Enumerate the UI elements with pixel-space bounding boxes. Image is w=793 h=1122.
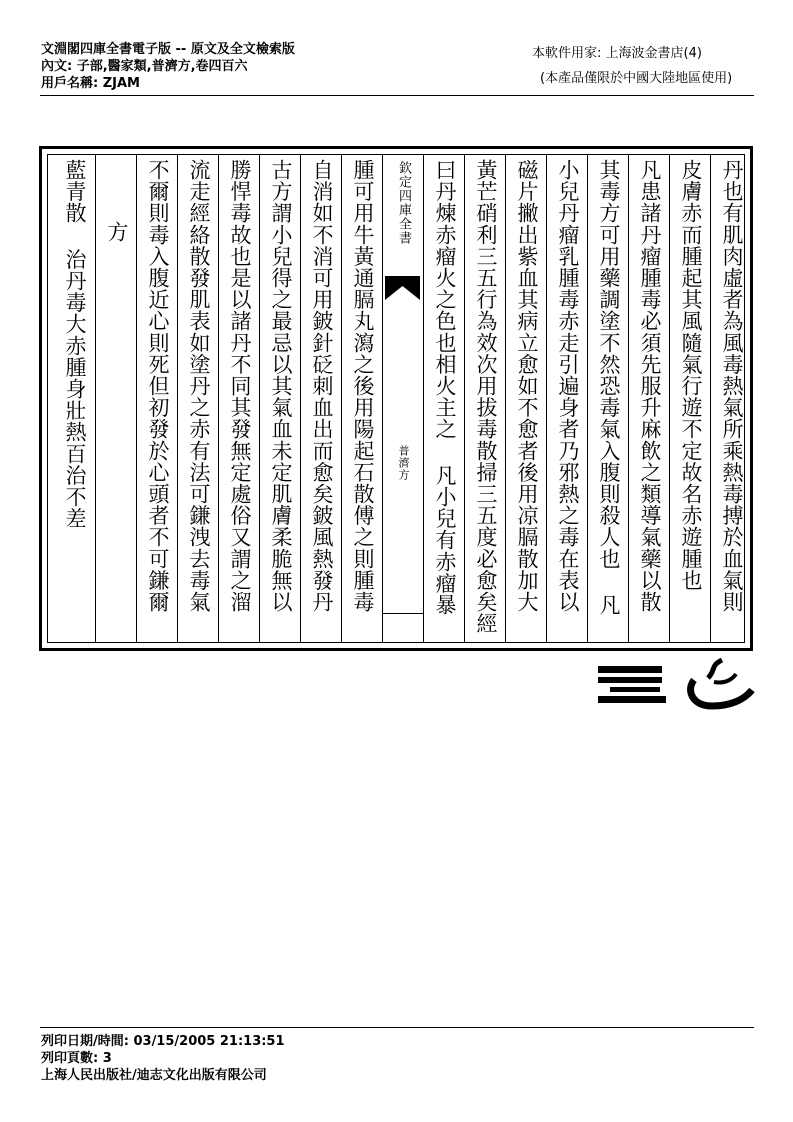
text-column [177,155,218,642]
text-column [669,155,710,642]
header-divider [40,95,754,96]
footer-divider [40,1027,754,1028]
text-column [423,155,464,642]
column-text: 小兒丹瘤乳腫毒赤走引遍身者乃邪熱之毒在表以 [556,159,580,613]
center-rule [383,613,423,614]
print-page-count: 列印頁數: 3 [41,1051,112,1066]
header-title: 文淵閣四庫全書電子版 -- 原文及全文檢索版 [41,42,295,57]
text-column [136,155,177,642]
column-text: 凡患諸丹瘤腫毒必須先服升麻飲之類導氣藥以散 [638,159,662,613]
column-text: 其毒方可用藥調塗不然恐毒氣入腹則殺人也 凡 [597,159,621,616]
text-column [259,155,300,642]
center-fold-column [382,155,423,642]
column-text: 磁片撇出紫血其病立愈如不愈者後用凉膈散加大 [515,159,539,613]
text-panel [47,154,745,643]
text-column [95,155,136,642]
section-heading: 方 [105,221,129,243]
column-text: 腫可用牛黃通膈丸瀉之後用陽起石散傅之則腫毒 [351,159,375,613]
text-column [218,155,259,642]
fishtail-mark-icon [385,276,420,300]
column-text: 曰丹煉赤瘤火之色也相火主之 凡小兒有赤瘤暴 [433,159,457,616]
publisher-seal-icon [596,656,756,712]
column-text: 不爾則毒入腹近心則死但初發於心頭者不可鎌爾 [146,159,170,613]
column-text: 流走經絡散發肌表如塗丹之赤有法可鎌洩去毒氣 [187,159,211,613]
book-title: 欽定四庫全書 [396,161,411,245]
page-frame [39,146,753,651]
text-column [546,155,587,642]
print-datetime: 列印日期/時間: 03/15/2005 21:13:51 [41,1034,285,1049]
text-column [505,155,546,642]
column-text: 勝悍毒故也是以諸丹不同其發無定處俗又謂之溜 [228,159,252,613]
column-text: 藍青散 治丹毒大赤腫身壯熱百治不差 [63,159,87,530]
header-username: 用戶名稱: ZJAM [41,76,140,91]
column-text: 自消如不消可用鈹針砭刺血出而愈矣鈹風熱發丹 [310,159,334,613]
text-column [587,155,628,642]
column-text: 皮膚赤而腫起其風隨氣行遊不定故名赤遊腫也 [679,159,703,591]
header-region-notice: (本產品僅限於中國大陸地區使用) [540,71,733,86]
header-content-path: 內文: 子部,醫家類,普濟方,卷四百六 [41,59,248,74]
text-column [54,155,95,642]
text-column [710,155,751,642]
text-column [341,155,382,642]
book-name: 普濟方 [397,445,410,481]
text-column [628,155,669,642]
column-text: 丹也有肌肉虛者為風毒熱氣所乘熱毒搏於血氣則 [720,159,744,613]
text-column [464,155,505,642]
publisher-line: 上海人民出版社/迪志文化出版有限公司 [41,1068,267,1083]
column-text: 古方謂小兒得之最忌以其氣血未定肌膚柔脆無以 [269,159,293,613]
column-text: 黃芒硝利三五行為效次用拔毒散掃三五度必愈矣經 [474,159,498,635]
header-licensee: 本軟件用家: 上海波金書店(4) [532,46,702,61]
text-column [300,155,341,642]
